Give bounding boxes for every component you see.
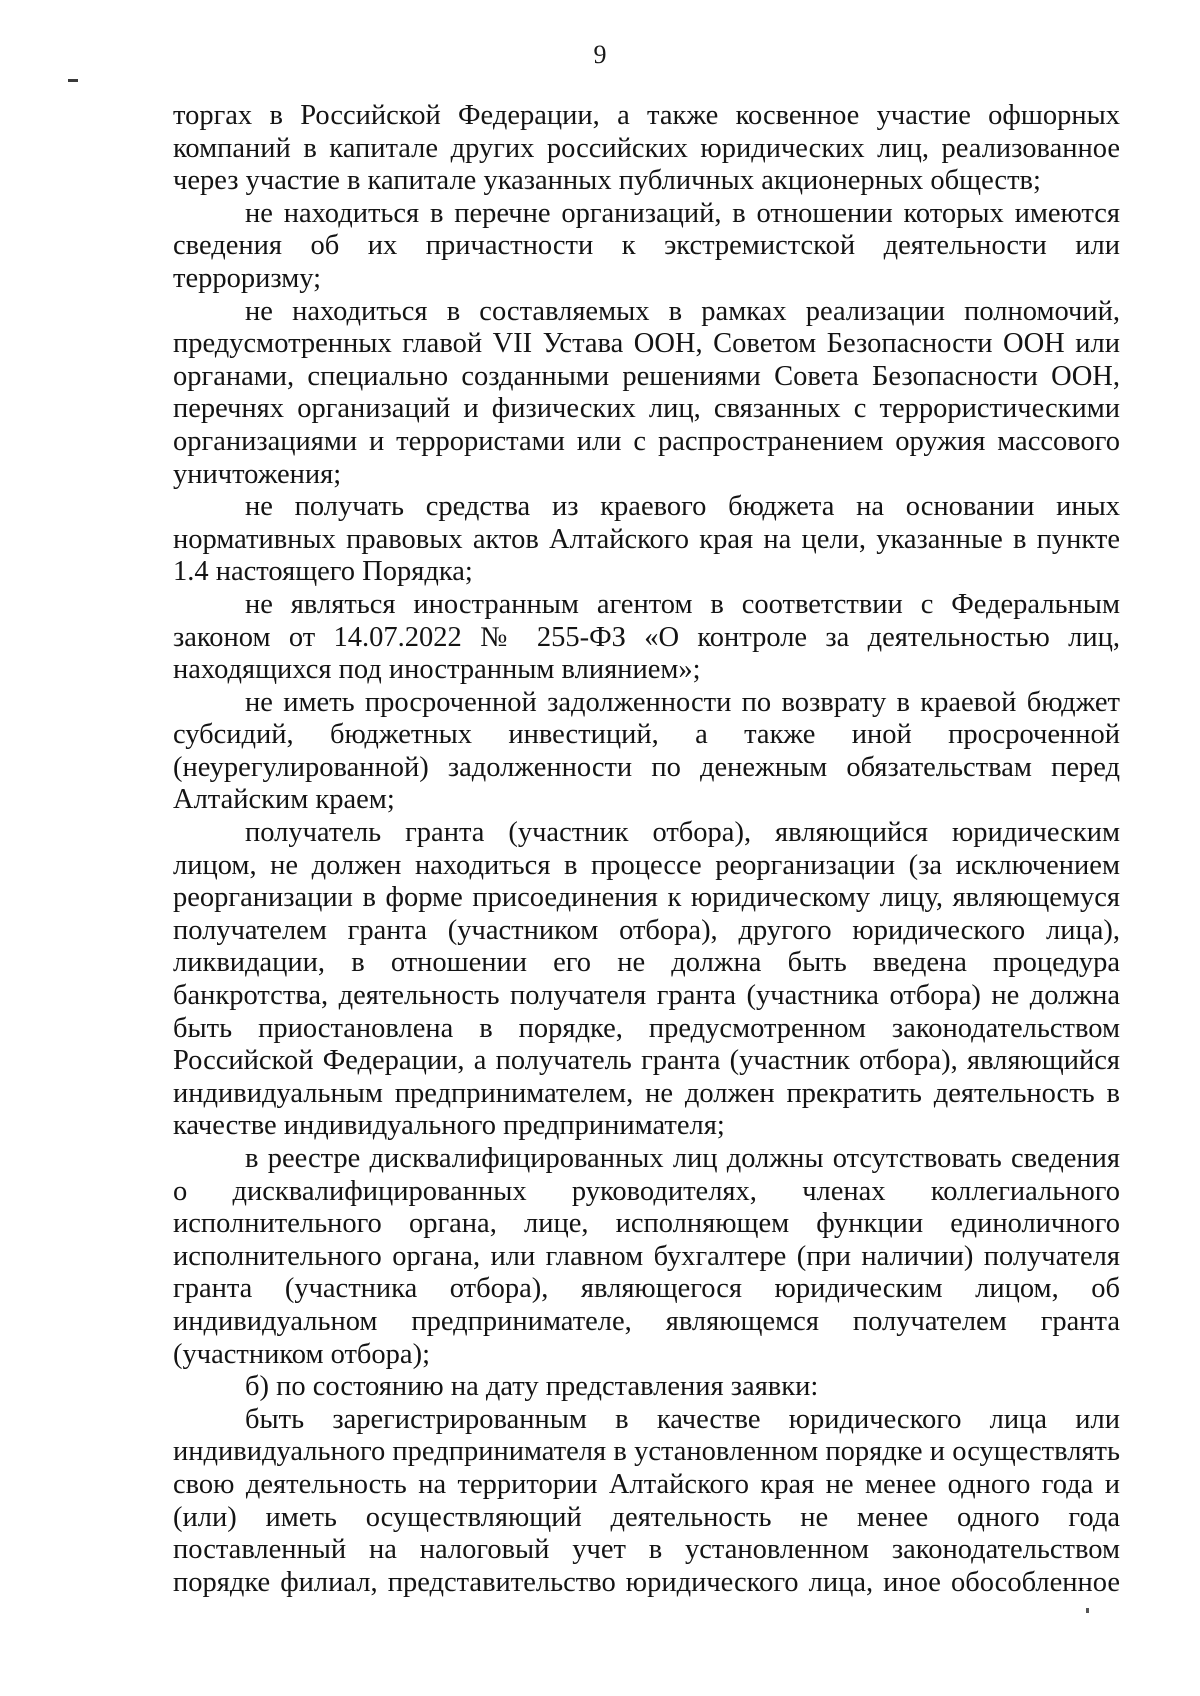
paragraph-reorganization: получатель гранта (участник отбора), являющийся юридическим лицом, не должен находиться в процессе реорганизации (за исключением реорганизации в форме присоединения к юридическому лицу, являющемуся получателем гранта (участником отбора), другого юридического лица), ликвидации, в отношении его не должна быть введена процедура банкротства, деятельность получателя гранта (участника отбора) не должна быть приостановлена в порядке, предусмотренном законодательством Российской Федерации, а получатель гранта (участник отбора), являющийся индивидуальным предпринимателем, не должен прекратить деятельность в качестве индивидуального предпринимателя; <box>173 817 1120 1142</box>
paragraph-disqualified-registry: в реестре дисквалифицированных лиц должны отсутствовать сведения о дисквалифицированных руководителях, членах коллегиального исполнительного органа, лице, исполняющем функции единоличного исполнительного органа, или главном бухгалтере (при наличии) получателя гранта (участника отбора), являющегося юридическим лицом, об индивидуальном предпринимателе, являющемся получателем гранта (участником отбора); <box>173 1143 1120 1370</box>
scan-artifact-mark <box>68 79 78 82</box>
paragraph-budget-funds: не получать средства из краевого бюджета на основании иных нормативных правовых актов Алтайского края на цели, указанные в пункте 1.4 настоящего Порядка; <box>173 491 1120 588</box>
paragraph-overdue-debt: не иметь просроченной задолженности по возврату в краевой бюджет субсидий, бюджетных инвестиций, а также иной просроченной (неурегулированной) задолженности по денежным обязательствам перед Алтайским краем; <box>173 686 1120 816</box>
paragraph-continuation: торгах в Российской Федерации, а также косвенное участие офшорных компаний в капитале других российских юридических лиц, реализованное через участие в капитале указанных публичных акционерных обществ; <box>173 100 1120 197</box>
page-number: 9 <box>593 40 607 69</box>
paragraph-foreign-agent: не являться иностранным агентом в соответствии с Федеральным законом от 14.07.2022 № 255-ФЗ «О контроле за деятельностью лиц, находящихся под иностранным влиянием»; <box>173 588 1120 686</box>
paragraph-un-list: не находиться в составляемых в рамках реализации полномочий, предусмотренных главой VII Устава ООН, Советом Безопасности ООН или органами, специально созданными решениями Совета Безопасности ООН, перечнях организаций и физических лиц, связанных с террористическими организациями и террористами или с распространением оружия массового уничтожения; <box>173 295 1120 490</box>
scan-artifact-dot <box>1086 1608 1089 1613</box>
paragraph-registration: быть зарегистрированным в качестве юридического лица или индивидуального предпринимателя в установленном порядке и осуществлять свою деятельность на территории Алтайского края не менее одного года и (или) иметь осуществляющий деятельность не менее одного года поставленный на налоговый учет в установленном законодательством порядке филиал, представительство юридического лица, иное обособленное <box>173 1403 1120 1598</box>
paragraph-subsection-b: б) по состоянию на дату представления заявки: <box>245 1371 819 1403</box>
paragraph-extremism-list: не находиться в перечне организаций, в отношении которых имеются сведения об их причастности к экстремистской деятельности или терроризму; <box>173 197 1120 294</box>
document-body <box>173 100 1120 1599</box>
